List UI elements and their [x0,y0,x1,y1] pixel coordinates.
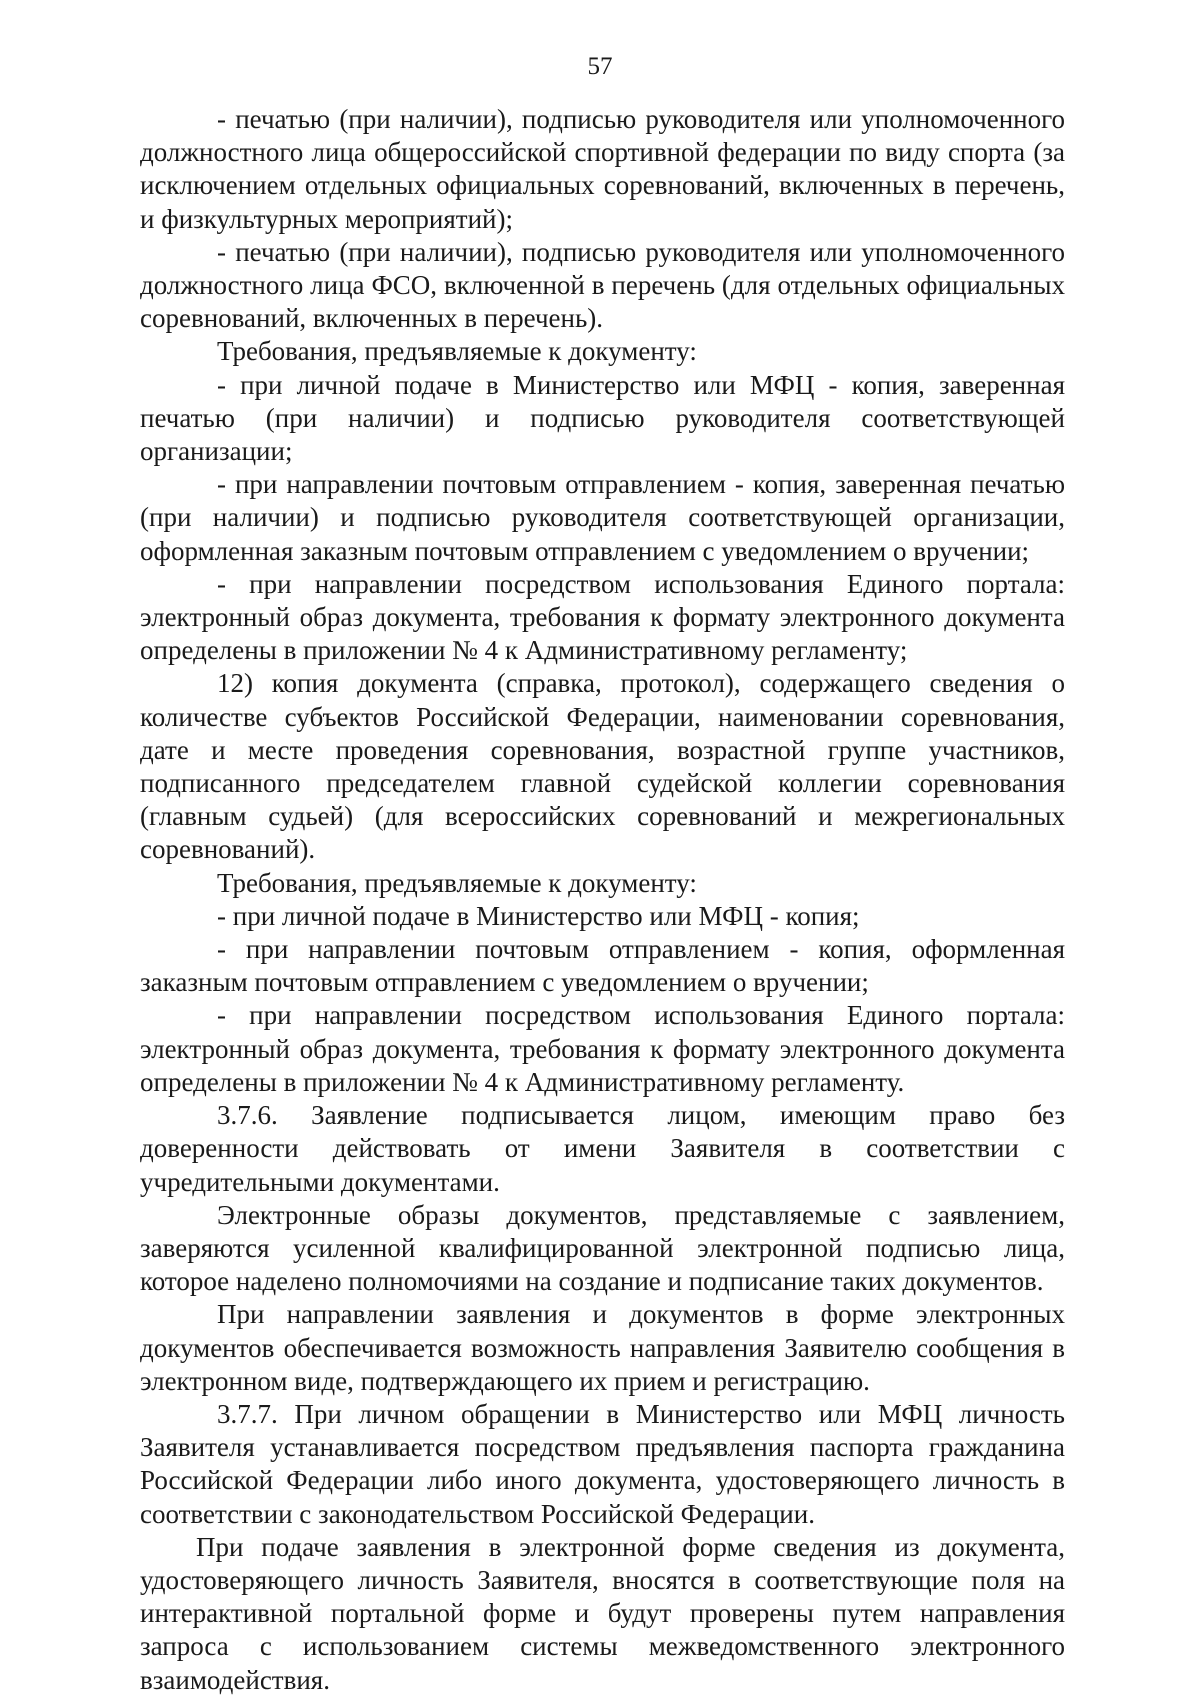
page-number: 57 [587,53,613,80]
paragraph-portal-submission-2: - при направлении посредством использования Единого портала: электронный образ документа, требования к формату электронного документа определены в приложении № 4 к Административному регламенту. [140,1000,1065,1097]
paragraph-postal-submission: - при направлении почтовым отправлением - копия, заверенная печатью (при наличии) и подписью руководителя соответствующей организации, оформленная заказным почтовым отправлением с уведомлением о вручении; [140,469,1065,566]
document-body [140,103,1065,1697]
paragraph-item-12: 12) копия документа (справка, протокол), содержащего сведения о количестве субъектов Российской Федерации, наименовании соревнования, дате и месте проведения соревнования, возрастной группе участников, подписанного председателем главной судейской коллегии соревнования (главным судьей) (для всероссийских соревнований и межрегиональных соревнований). [140,668,1065,865]
paragraph-3-7-6: 3.7.6. Заявление подписывается лицом, имеющим право без доверенности действовать от имени Заявителя в соответствии с учредительными документами. [140,1100,1065,1197]
paragraph-personal-submission-2: - при личной подаче в Министерство или МФЦ - копия; [217,900,860,931]
paragraph-seal-federation: - печатью (при наличии), подписью руководителя или уполномоченного должностного лица общероссийской спортивной федерации по виду спорта (за исключением отдельных официальных соревнований, включенных в перечень, и физкультурных мероприятий); [140,104,1065,234]
paragraph-postal-submission-2: - при направлении почтовым отправлением - копия, оформленная заказным почтовым отправлением с уведомлением о вручении; [140,934,1065,998]
paragraph-requirements-heading-2: Требования, предъявляемые к документу: [217,867,697,898]
paragraph-seal-fso: - печатью (при наличии), подписью руководителя или уполномоченного должностного лица ФСО, включенной в перечень (для отдельных официальных соревнований, включенных в перечень). [140,236,1065,334]
paragraph-personal-submission: - при личной подаче в Министерство или МФЦ - копия, заверенная печатью (при наличии) и подписью руководителя соответствующей организации; [140,369,1065,467]
paragraph-requirements-heading: Требования, предъявляемые к документу: [217,336,697,367]
paragraph-electronic-images: Электронные образы документов, представляемые с заявлением, заверяются усиленной квалифицированной электронной подписью лица, которое наделено полномочиями на создание и подписание таких документов. [140,1199,1065,1297]
paragraph-electronic-form: При подаче заявления в электронной форме сведения из документа, удостоверяющего личность Заявителя, вносятся в соответствующие поля на интерактивной портальной форме и будут проверены путем направления запроса с использованием системы межведомственного электронного взаимодействия. [140,1531,1065,1695]
paragraph-3-7-7: 3.7.7. При личном обращении в Министерство или МФЦ личность Заявителя устанавливается посредством предъявления паспорта гражданина Российской Федерации либо иного документа, удостоверяющего личность в соответствии с законодательством Российской Федерации. [140,1398,1065,1529]
paragraph-portal-submission: - при направлении посредством использования Единого портала: электронный образ документа, требования к формату электронного документа определены в приложении № 4 к Административному регламенту; [140,568,1065,666]
paragraph-electronic-submission: При направлении заявления и документов в форме электронных документов обеспечивается возможность направления Заявителю сообщения в электронном виде, подтверждающего их прием и регистрацию. [140,1299,1065,1396]
